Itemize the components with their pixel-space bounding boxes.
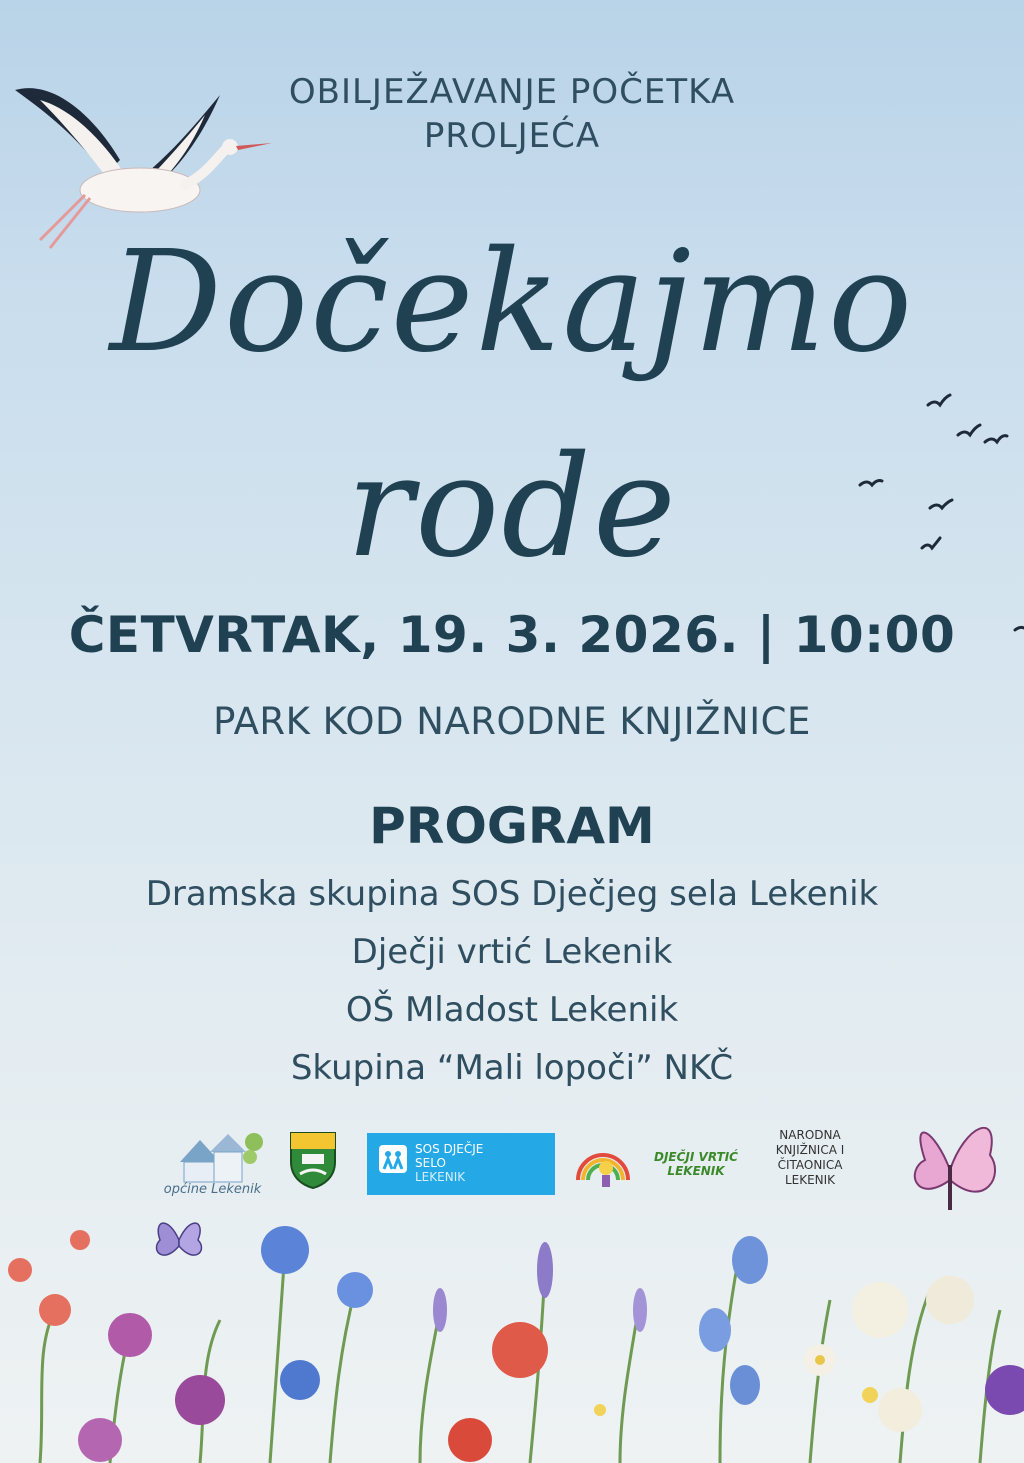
lekenik-house-logo (170, 1122, 265, 1184)
program-item: Dramska skupina SOS Dječjeg sela Lekenik (145, 874, 879, 914)
event-location: PARK KOD NARODNE KNJIŽNICE (213, 700, 811, 743)
program-item: OŠ Mladost Lekenik (345, 990, 679, 1030)
library-line-1: NARODNA (779, 1128, 841, 1142)
sos-logo-line-2: SELO (415, 1156, 446, 1170)
program-list (0, 865, 1024, 1097)
vrtic-line-2: LEKENIK (667, 1164, 725, 1178)
title-line-1: Dočekajmo (109, 221, 915, 384)
main-title (0, 200, 1024, 610)
subtitle-line-1: OBILJEŽAVANJE POČETKA (288, 72, 736, 112)
kindergarten-logo-label (636, 1150, 756, 1178)
program-item: Dječji vrtić Lekenik (351, 932, 673, 972)
sos-logo-line-3: LEKENIK (415, 1170, 466, 1184)
subtitle-line-2: PROLJEĆA (423, 116, 601, 156)
library-line-3: ČITAONICA (777, 1158, 843, 1172)
vrtic-line-1: DJEČJI VRTIĆ (654, 1150, 738, 1164)
sos-childrens-village-logo (367, 1133, 555, 1195)
sos-logo-line-1: SOS DJEČJE (415, 1142, 484, 1156)
event-datetime: ČETVRTAK, 19. 3. 2026. | 10:00 (68, 606, 956, 664)
coat-of-arms-logo (288, 1130, 338, 1190)
library-line-4: LEKENIK (784, 1173, 836, 1187)
program-item: Skupina “Mali lopoči” NKČ (290, 1048, 734, 1088)
title-line-2: rode (346, 426, 678, 589)
sos-children-icon (379, 1145, 407, 1173)
event-subtitle (0, 70, 1024, 158)
program-heading: PROGRAM (369, 797, 655, 855)
kindergarten-rainbow-logo (572, 1130, 634, 1190)
library-line-2: KNJIŽNICA I (775, 1143, 845, 1157)
wildflowers-illustration (0, 1210, 1024, 1463)
lekenik-logo-label: općine Lekenik (163, 1182, 262, 1197)
library-logo (762, 1128, 858, 1188)
